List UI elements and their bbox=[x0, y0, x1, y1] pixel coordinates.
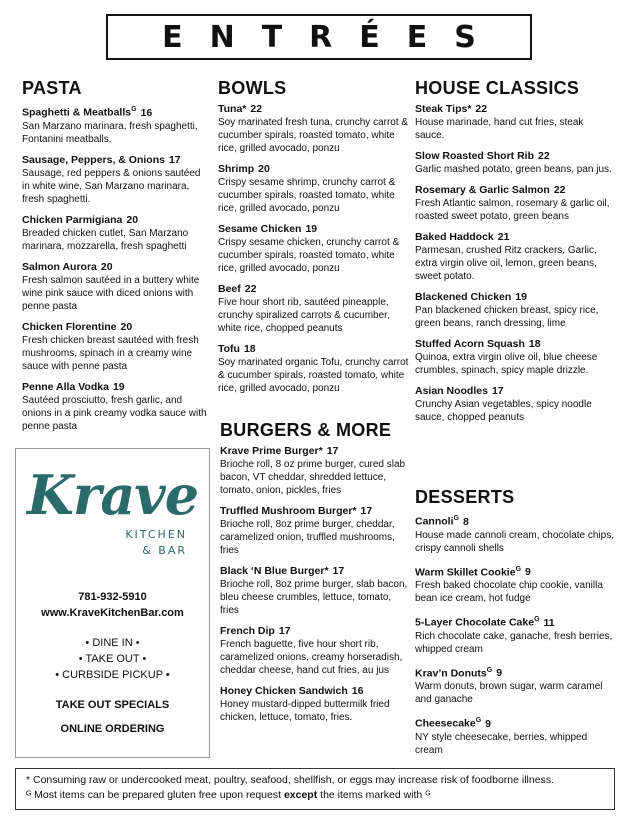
item-name: Truffled Mushroom Burger* bbox=[220, 505, 357, 517]
item-name: Tuna* bbox=[218, 103, 247, 115]
take-out-option: • TAKE OUT • bbox=[78, 653, 147, 665]
item-name: Black ‘N Blue Burger* bbox=[220, 565, 329, 577]
menu-item-description: Sausage, red peppers & onions sautéed in white wine, San Marzano marinara, fresh spaghetti. bbox=[22, 167, 201, 205]
item-name: Spaghetti & Meatballs bbox=[22, 106, 132, 119]
item-price: 17 bbox=[332, 565, 345, 577]
menu-item bbox=[218, 283, 410, 335]
item-price: 21 bbox=[497, 231, 510, 243]
menu-item-name bbox=[218, 283, 410, 296]
gluten-mark: G bbox=[131, 106, 137, 113]
gluten-free-note: ᴳ Most items can be prepared gluten free upon request except the items marked with ᴳ bbox=[26, 789, 431, 801]
menu-item-name bbox=[220, 505, 410, 518]
menu-item-name bbox=[22, 381, 207, 394]
item-price: 18 bbox=[528, 338, 541, 350]
bowls-section bbox=[218, 78, 410, 403]
menu-item-description: Honey mustard-dipped buttermilk fried chicken, lettuce, tomato, fries. bbox=[220, 699, 390, 723]
menu-item-description: Fresh Atlantic salmon, rosemary & garlic oil, roasted sweet potato, green beans bbox=[415, 198, 610, 222]
menu-item-name bbox=[415, 385, 615, 398]
item-price: 9 bbox=[525, 566, 531, 578]
menu-item bbox=[22, 261, 207, 313]
item-price: 20 bbox=[120, 320, 133, 333]
item-price: 22 bbox=[244, 283, 257, 295]
curbside-option: • CURBSIDE PICKUP • bbox=[55, 669, 170, 681]
item-price: 11 bbox=[543, 616, 555, 629]
menu-item bbox=[22, 381, 207, 433]
menu-item-description: Sautéed prosciutto, fresh garlic, and onions in a pink creamy vodka sauce with penne pasta bbox=[22, 394, 207, 432]
menu-item-description: Crispy sesame shrimp, crunchy carrot & cucumber spirals, roasted tomato, white rice, grilled avocado, ponzu bbox=[218, 177, 396, 214]
footer-note bbox=[15, 768, 615, 810]
gluten-mark: G bbox=[534, 616, 540, 623]
item-name: Tofu bbox=[218, 343, 240, 355]
menu-item-description: NY style cheesecake, berries, whipped cream bbox=[415, 731, 588, 756]
menu-item bbox=[220, 445, 410, 497]
menu-item-name bbox=[415, 512, 615, 529]
item-name: 5-Layer Chocolate Cake bbox=[415, 616, 535, 629]
menu-item-description: House marinade, hand cut fries, steak sauce. bbox=[415, 117, 584, 141]
menu-item-name bbox=[415, 613, 615, 630]
desserts-list bbox=[415, 512, 615, 757]
menu-item-name bbox=[415, 291, 615, 304]
item-name: French Dip bbox=[220, 625, 275, 637]
gluten-mark: G bbox=[453, 515, 459, 522]
menu-item-description: House made cannoli cream, chocolate chips, crispy cannoli shells bbox=[415, 529, 614, 554]
item-name: Warm Skillet Cookie bbox=[415, 566, 516, 578]
item-price: 22 bbox=[538, 150, 550, 162]
menu-item-description: Brioche roll, 8oz prime burger, cheddar, caramelized onion, truffled mushrooms, fries bbox=[220, 519, 395, 556]
menu-item-name bbox=[415, 231, 615, 244]
item-price: 9 bbox=[485, 717, 492, 730]
website-link[interactable]: www.KraveKitchenBar.com bbox=[41, 607, 184, 619]
menu-item bbox=[218, 103, 410, 155]
menu-item-name bbox=[218, 103, 410, 116]
item-price: 20 bbox=[258, 163, 270, 175]
menu-item bbox=[22, 321, 207, 373]
item-name: Stuffed Acorn Squash bbox=[415, 338, 525, 350]
menu-item bbox=[415, 150, 615, 176]
menu-item-description: San Marzano marinara, fresh spaghetti, Fontanini meatballs. bbox=[22, 120, 198, 145]
burgers-list bbox=[220, 445, 410, 724]
menu-item-name bbox=[415, 338, 615, 351]
item-price: 8 bbox=[462, 515, 469, 528]
gluten-mark: G bbox=[486, 666, 493, 674]
item-price: 18 bbox=[243, 343, 256, 355]
burgers-section bbox=[220, 420, 410, 732]
menu-item-name bbox=[218, 343, 410, 356]
phone-number: 781-932-5910 bbox=[78, 591, 147, 603]
item-price: 17 bbox=[326, 445, 339, 457]
item-price: 16 bbox=[140, 106, 153, 119]
gluten-mark: G bbox=[515, 565, 522, 573]
item-price: 16 bbox=[351, 685, 364, 697]
item-price: 22 bbox=[250, 103, 263, 115]
item-price: 17 bbox=[168, 153, 181, 166]
item-price: 19 bbox=[305, 223, 318, 235]
menu-item-description: Rich chocolate cake, ganache, fresh berries, whipped cream bbox=[415, 630, 613, 655]
menu-item-description: Crispy sesame chicken, crunchy carrot & cucumber spirals, roasted tomato, white rice, grilled avocado, ponzu bbox=[218, 237, 400, 274]
menu-item-name bbox=[220, 565, 410, 578]
menu-item bbox=[22, 214, 207, 253]
house-classics-section bbox=[415, 78, 615, 432]
item-name: Beef bbox=[218, 283, 241, 295]
item-price: 17 bbox=[278, 625, 291, 637]
menu-item-description: Parmesan, crushed Ritz crackers, Garlic, extra virgin olive oil, lemon, green beans, sweet potato. bbox=[415, 245, 597, 282]
menu-item-name bbox=[415, 664, 615, 681]
item-price: 17 bbox=[491, 385, 504, 397]
section-title: BOWLS bbox=[218, 78, 287, 98]
menu-item bbox=[218, 163, 410, 215]
menu-item bbox=[415, 613, 615, 656]
menu-item-description: Pan blackened chicken breast, spicy rice, green beans, ranch dressing, lime bbox=[415, 305, 599, 329]
item-name: Penne Alla Vodka bbox=[22, 380, 109, 393]
item-name: Baked Haddock bbox=[415, 231, 494, 243]
item-name: Shrimp bbox=[218, 163, 255, 175]
dine-in-option: • DINE IN • bbox=[85, 637, 140, 649]
item-name: Blackened Chicken bbox=[415, 291, 512, 303]
item-name: Slow Roasted Short Rib bbox=[415, 150, 535, 162]
item-price: 20 bbox=[126, 213, 139, 226]
page-title: ENTRÉES bbox=[106, 14, 532, 60]
menu-item-name bbox=[415, 103, 615, 116]
menu-item bbox=[220, 565, 410, 617]
item-name: Chicken Florentine bbox=[22, 320, 117, 333]
menu-item-name bbox=[218, 223, 410, 236]
item-name: Rosemary & Garlic Salmon bbox=[415, 184, 550, 196]
section-title: BURGERS & MORE bbox=[220, 420, 392, 440]
menu-item-description: Five hour short rib, sautéed pineapple, crunchy spiralized carrots & cucumber, white rice, chopped peanuts bbox=[218, 297, 390, 334]
item-price: 19 bbox=[515, 291, 527, 303]
menu-item bbox=[415, 291, 615, 330]
menu-item-description: Fresh salmon sautéed in a buttery white wine pink sauce with diced onions with penne pasta bbox=[22, 274, 200, 312]
menu-item-name bbox=[415, 714, 615, 731]
desserts-section bbox=[415, 487, 615, 765]
logo-box bbox=[15, 448, 210, 758]
item-name: Sesame Chicken bbox=[218, 223, 302, 235]
menu-item-description: Breaded chicken cutlet, San Marzano marinara, mozzarella, fresh spaghetti bbox=[22, 227, 189, 252]
menu-item bbox=[415, 385, 615, 424]
item-price: 17 bbox=[360, 505, 373, 517]
item-name: Cheesecake bbox=[415, 717, 476, 730]
section-title: PASTA bbox=[22, 78, 82, 98]
item-name: Krav’n Donuts bbox=[415, 667, 487, 679]
bowls-list bbox=[218, 103, 410, 395]
section-title: HOUSE CLASSICS bbox=[415, 78, 580, 98]
menu-item bbox=[415, 231, 615, 283]
menu-item bbox=[218, 343, 410, 395]
menu-item bbox=[220, 505, 410, 557]
menu-item-description: Brioche roll, 8oz prime burger, slab bacon, bleu cheese crumbles, lettuce, tomato, fries bbox=[220, 579, 408, 616]
menu-item bbox=[415, 512, 615, 555]
menu-item bbox=[22, 154, 207, 206]
online-ordering-link[interactable]: ONLINE ORDERING bbox=[60, 723, 165, 735]
item-price: 22 bbox=[475, 103, 488, 115]
menu-item-description: Fresh baked chocolate chip cookie, vanilla bean ice cream, hot fudge bbox=[415, 580, 603, 604]
menu-item-description: French baguette, five hour short rib, caramelized onions, creamy horseradish, cheddar cheese, hand cut fries, au jus bbox=[220, 639, 403, 676]
logo: Krave bbox=[26, 463, 199, 527]
menu-item-description: Quinoa, extra virgin olive oil, blue cheese crumbles, spinach, spicy maple drizzle. bbox=[415, 352, 598, 376]
logo-kitchen: KITCHEN bbox=[125, 528, 187, 541]
menu-item-name bbox=[22, 154, 207, 167]
menu-item-description: Soy marinated fresh tuna, crunchy carrot & cucumber spirals, roasted tomato, white rice, grilled avocado, ponzu bbox=[218, 117, 409, 154]
item-price: 20 bbox=[100, 260, 113, 273]
menu-item-description: Soy marinated organic Tofu, crunchy carrot & cucumber spirals, roasted tomato, white rice, grilled avocado, ponzu bbox=[218, 357, 409, 394]
menu-item-name bbox=[220, 445, 410, 458]
raw-food-warning: * Consuming raw or undercooked meat, poultry, seafood, shellfish, or eggs may increase risk of foodborne illness. bbox=[26, 774, 554, 786]
item-name: Sausage, Peppers, & Onions bbox=[22, 153, 165, 166]
house-classics-list bbox=[415, 103, 615, 424]
menu-item bbox=[22, 103, 207, 146]
menu-item-name bbox=[415, 563, 615, 580]
menu-item-name bbox=[22, 261, 207, 274]
menu-item-name bbox=[415, 150, 615, 163]
item-price: 19 bbox=[112, 380, 125, 393]
menu-item-description: Brioche roll, 8 oz prime burger, cured slab bacon, VT cheddar, shredded lettuce, tomato, onion, pickles, fries bbox=[220, 459, 406, 496]
item-price: 9 bbox=[496, 667, 503, 679]
pasta-list bbox=[22, 103, 207, 433]
menu-item bbox=[220, 685, 410, 724]
item-name: Chicken Parmigiana bbox=[22, 213, 123, 226]
section-title: DESSERTS bbox=[415, 487, 515, 507]
menu-item-name bbox=[22, 321, 207, 334]
menu-item bbox=[415, 338, 615, 377]
menu-item bbox=[220, 625, 410, 677]
menu-item bbox=[415, 714, 615, 757]
menu-item bbox=[415, 184, 615, 223]
menu-item-name bbox=[415, 184, 615, 197]
menu-item-name bbox=[218, 163, 410, 176]
pasta-section bbox=[22, 78, 207, 441]
item-name: Cannoli bbox=[415, 515, 454, 528]
menu-item-description: Fresh chicken breast sautéed with fresh mushrooms, spinach in a creamy wine sauce with penne pasta bbox=[22, 334, 199, 372]
item-name: Steak Tips* bbox=[415, 103, 472, 115]
gluten-mark: G bbox=[475, 717, 482, 724]
menu-item-name bbox=[22, 103, 207, 120]
menu-item bbox=[415, 103, 615, 142]
menu-item-description: Crunchy Asian vegetables, spicy noodle sauce, chopped peanuts bbox=[415, 399, 592, 423]
menu-item bbox=[218, 223, 410, 275]
menu-item-name bbox=[220, 625, 410, 638]
item-name: Honey Chicken Sandwich bbox=[220, 685, 348, 697]
item-name: Salmon Aurora bbox=[22, 260, 97, 273]
item-name: Asian Noodles bbox=[415, 385, 488, 397]
menu-item bbox=[415, 563, 615, 606]
menu-item-description: Garlic mashed potato, green beans, pan jus. bbox=[415, 164, 612, 175]
item-price: 22 bbox=[553, 184, 566, 196]
menu-item-name bbox=[220, 685, 410, 698]
item-name: Krave Prime Burger* bbox=[220, 445, 323, 457]
take-out-specials-link[interactable]: TAKE OUT SPECIALS bbox=[55, 699, 170, 711]
menu-item bbox=[415, 664, 615, 707]
menu-item-description: Warm donuts, brown sugar, warm caramel and ganache bbox=[415, 681, 603, 705]
menu-item-name bbox=[22, 214, 207, 227]
logo-bar: & BAR bbox=[142, 544, 187, 557]
